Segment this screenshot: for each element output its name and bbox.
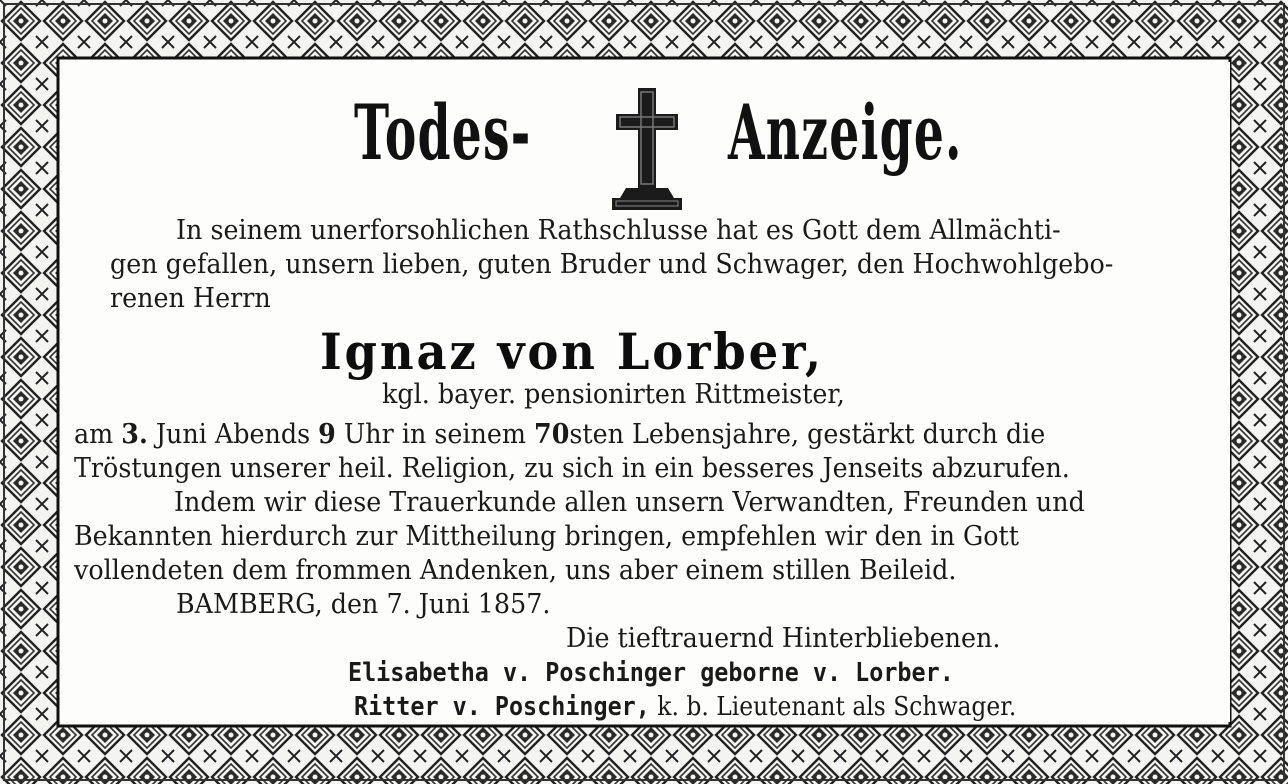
body2-line-3: Indem wir diese Trauerkunde allen unsern Verwandten, Freunden und bbox=[174, 487, 1085, 518]
body-line-2: gen gefallen, unsern lieben, guten Bruder und Schwager, den Hochwohlgebo- bbox=[110, 249, 1114, 280]
title-left-word: Todes- bbox=[354, 88, 532, 177]
body2-line-2: Tröstungen unserer heil. Religion, zu sich in ein besseres Jenseits abzurufen. bbox=[74, 453, 1070, 484]
title-row bbox=[62, 84, 1230, 204]
signature-2: Ritter v. Poschinger, k. b. Lieutenant als Schwager. bbox=[354, 692, 1017, 722]
cross-icon bbox=[602, 84, 692, 214]
title-right-word: Anzeige. bbox=[728, 88, 963, 177]
signature-1: Elisabetha v. Poschinger geborne v. Lorber. bbox=[348, 658, 954, 688]
body2-line-1: am 3. Juni Abends 9 Uhr in seinem 70sten Lebensjahre, gestärkt durch die bbox=[74, 419, 1046, 450]
closing-line: Die tieftrauernd Hinterbliebenen. bbox=[566, 623, 1001, 654]
body-line-3: renen Herrn bbox=[110, 283, 271, 314]
body2-line-4: Bekannten hierdurch zur Mittheilung bringen, empfehlen wir den in Gott bbox=[74, 521, 1019, 552]
deceased-rank: kgl. bayer. pensionirten Rittmeister, bbox=[382, 379, 845, 410]
deceased-name: Ignaz von Lorber, bbox=[320, 322, 824, 381]
body2-line-5: vollendeten dem frommen Andenken, uns aber einem stillen Beileid. bbox=[74, 555, 957, 586]
body-line-1: In seinem unerforsohlichen Rathschlusse hat es Gott dem Allmächti- bbox=[176, 215, 1061, 246]
notice-body bbox=[62, 62, 1230, 722]
place-date: BAMBERG, den 7. Juni 1857. bbox=[176, 589, 551, 620]
